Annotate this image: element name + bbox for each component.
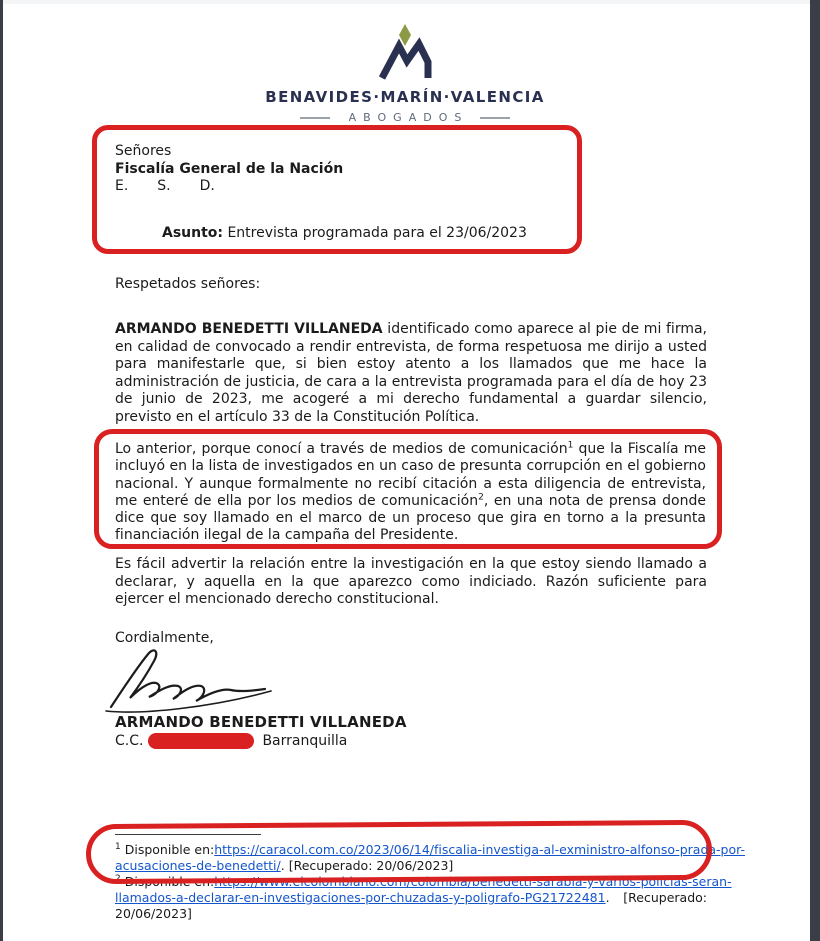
- footnote-1-link[interactable]: https://caracol.com.co/2023/06/14/fiscalia-investiga-al-exministro-alfonso-prada-por-: [214, 842, 745, 857]
- footnote-2-link-continued[interactable]: llamados-a-declarar-en-investigaciones-por-chuzadas-y-poligrafo-PG21722481: [115, 890, 606, 905]
- esd-d: D.: [199, 178, 215, 194]
- firm-subtitle: ABOGADOS: [348, 111, 469, 124]
- footnote-ref-2: 2: [478, 492, 484, 503]
- footnote-2-line-1: [115, 873, 732, 890]
- paragraph-2-part2: que la Fiscalía me incluyó en la lista de investigados en un caso de presunta corrupción en el gobierno nacional. Y aunque formalmente no recibí citación a esta diligencia de entrevista, me enteré de ella por los medios de comunicación: [115, 441, 706, 509]
- greeting-line: Respetados señores:: [115, 276, 261, 292]
- subject-label: Asunto:: [162, 225, 224, 241]
- paragraph-1-text: identificado como aparece al pie de mi firma, en calidad de convocado a rendir entrevista, de forma respetuosa me dirijo a usted para manifestarle que, si bien estoy atento a los llamados que me hace la administración de justicia, de cara a la entrevista programada para el día de hoy 23 de junio de 2023, me acogeré a mi derecho fundamental a guardar silencio, previsto en el artículo 33 de la Constitución Política.: [115, 321, 708, 425]
- footnote-1-link-continued[interactable]: acusaciones-de-benedetti/: [115, 858, 281, 873]
- footnote-1-line-1: [115, 841, 745, 858]
- footnote-2-recuperado: [Recuperado:: [623, 890, 707, 905]
- footnote-2-link[interactable]: https://www.elcolombiano.com/colombia/benedetti-sarabia-y-varios-policias-seran-: [214, 874, 732, 889]
- paragraph-2-part3: , en una nota de prensa donde dice que soy llamado en el marco de un proceso que gira en torno a la presunta financiación ilegal de la campaña del Presidente.: [115, 492, 706, 544]
- footnote-2-marker: 2: [115, 873, 121, 884]
- valediction: Cordialmente,: [115, 630, 214, 646]
- subject-line: [162, 225, 527, 241]
- subtitle-right-rule: [480, 117, 510, 119]
- subtitle-left-rule: [300, 117, 330, 119]
- footnote-1-line-2: [115, 858, 707, 874]
- recipient-esd: [115, 178, 343, 196]
- redaction-mark: [148, 733, 254, 749]
- page-left-edge: [0, 0, 3, 941]
- footnote-ref-1: 1: [567, 440, 574, 451]
- paragraph-media-knowledge: [115, 441, 706, 545]
- footnote-2-line-2: [115, 890, 707, 906]
- paragraph-identification: [115, 321, 707, 426]
- footnote-separator: [115, 834, 261, 835]
- footnote-2-dot: .: [605, 890, 610, 905]
- recipient-entity: Fiscalía General de la Nación: [115, 160, 344, 177]
- id-city: Barranquilla: [262, 733, 348, 749]
- paragraph-conclusion: Es fácil advertir la relación entre la investigación en la que estoy siendo llamado a declarar, y aquella en la que aparezco como indiciado. Razón suficiente para ejercer el mencionado derecho constitucional.: [115, 556, 707, 607]
- id-label: C.C.: [115, 733, 144, 749]
- page-right-edge: [810, 0, 820, 941]
- page-top-edge: [0, 0, 820, 4]
- footnote-2-label: $^2$ Disponible en:: [115, 873, 215, 889]
- esd-e: E.: [115, 178, 129, 194]
- footnote-2-line-3: 20/06/2023]: [115, 906, 192, 921]
- recipient-block: [115, 143, 343, 196]
- signer-name-inline: ARMANDO BENEDETTI VILLANEDA: [115, 321, 383, 337]
- footnote-1-tail: . [Recuperado: 20/06/2023]: [280, 858, 454, 873]
- footnote-1-label: $^1$ Disponible en:: [115, 841, 215, 857]
- footnotes-block: [115, 841, 745, 922]
- recipient-salutation: Señores: [115, 143, 172, 159]
- cc-line: [115, 733, 347, 749]
- firm-subtitle-row: [0, 111, 810, 124]
- esd-s: S.: [157, 178, 171, 194]
- signature-scribble: [103, 645, 288, 715]
- paragraph-2-part1: Lo anterior, porque conocí a través de medios de comunicación: [115, 441, 568, 457]
- firm-name: BENAVIDES·MARÍN·VALENCIA: [265, 88, 545, 106]
- signer-name: ARMANDO BENEDETTI VILLANEDA: [115, 713, 407, 731]
- letterhead: [0, 24, 810, 124]
- subject-text: Entrevista programada para el 23/06/2023: [223, 225, 527, 241]
- logo-mountain-m-icon: [382, 44, 428, 78]
- footnote-1-marker: 1: [115, 841, 121, 852]
- firm-logo-icon: [375, 24, 435, 80]
- footnote-2-link-continued-wrap: [115, 890, 610, 906]
